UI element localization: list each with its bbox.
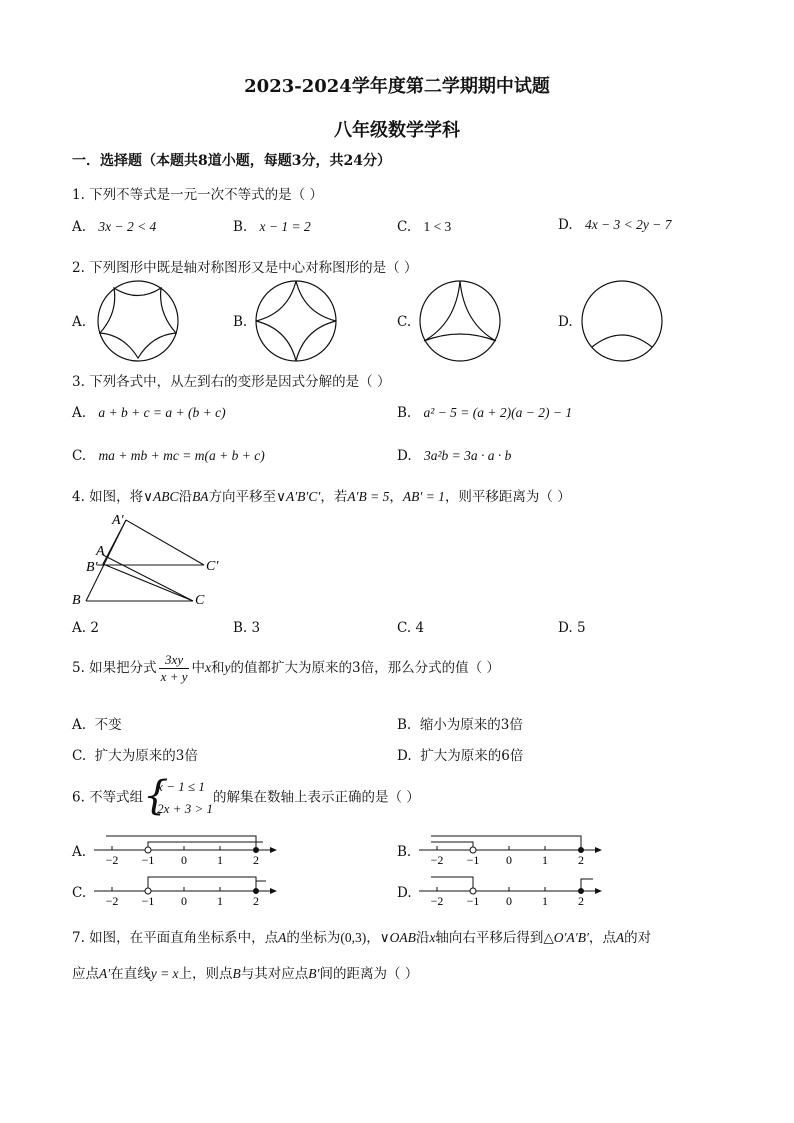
number-line-a — [88, 826, 278, 866]
q1-option-b[interactable]: B. x − 1 = 2 — [233, 219, 311, 235]
svg-text:0: 0 — [181, 853, 187, 866]
figure-curved-square — [252, 279, 340, 363]
q5-option-b[interactable]: B. 缩小为原来的3倍 — [397, 717, 523, 733]
q2-label-d[interactable]: D. — [558, 314, 573, 330]
figure-translated-triangles — [66, 508, 236, 612]
question-5-stem: 5. 如果把分式 $\frac{3xy}{x + y}$ 中x和y的值都扩大为原来的3倍，那么分式的值（ ） — [72, 652, 500, 684]
q2-label-b[interactable]: B. — [233, 314, 248, 330]
svg-text:−2: −2 — [105, 894, 119, 907]
page-subtitle: 八年级数学学科 — [334, 120, 460, 141]
question-4-stem: 4. 如图，将∨ABC沿BA方向平移至∨A′B′C′，若A′B = 5，AB′ = 1，则平移距离为（ ） — [72, 489, 571, 505]
svg-text:0: 0 — [506, 894, 512, 907]
label-a-prime: A′ — [112, 513, 124, 528]
q4-option-c[interactable]: C. 4 — [397, 620, 425, 636]
svg-text:0: 0 — [506, 853, 512, 866]
svg-text:−1: −1 — [466, 853, 480, 866]
svg-text:−1: −1 — [141, 894, 155, 907]
q1-option-d[interactable]: D. 4x − 3 < 2y − 7 — [558, 217, 672, 233]
fraction: $\frac{3xy}{x + y}$ — [160, 652, 188, 684]
svg-text:−1: −1 — [141, 853, 155, 866]
svg-text:1: 1 — [542, 894, 548, 907]
number-line-b — [413, 826, 603, 866]
svg-text:−2: −2 — [430, 894, 444, 907]
question-7-line-2: 应点A′在直线y = x上，则点B与其对应点B′间的距离为（ ） — [72, 966, 419, 982]
q6-label-c[interactable]: C. — [72, 885, 87, 901]
question-6-stem: 6. 不等式组 { x − 1 ≤ 1 2x + 3 > 1 的解集在数轴上表示正确的是（ ） — [72, 773, 420, 819]
svg-text:0: 0 — [181, 894, 187, 907]
label-c: C — [195, 593, 205, 608]
q6-label-b[interactable]: B. — [397, 844, 412, 860]
svg-text:2: 2 — [253, 853, 259, 866]
q3-option-a[interactable]: A. a + b + c = a + (b + c) — [72, 405, 226, 421]
q1-option-a[interactable]: A. 3x − 2 < 4 — [72, 219, 157, 235]
inequality-system: { x − 1 ≤ 1 2x + 3 > 1 — [143, 773, 213, 819]
figure-curved-triangle — [416, 279, 504, 363]
q5-option-c[interactable]: C. 扩大为原来的3倍 — [72, 748, 198, 764]
q5-option-d[interactable]: D. 扩大为原来的6倍 — [397, 748, 524, 764]
svg-text:2: 2 — [578, 853, 584, 866]
question-2-stem: 2. 下列图形中既是轴对称图形又是中心对称图形的是（ ） — [72, 260, 418, 276]
figure-curved-pentagon — [90, 279, 186, 363]
q6-label-a[interactable]: A. — [72, 844, 87, 860]
q4-option-d[interactable]: D. 5 — [558, 620, 586, 636]
section-heading: 一．选择题（本题共8道小题，每题3分，共24分） — [72, 153, 391, 169]
question-3-stem: 3. 下列各式中，从左到右的变形是因式分解的是（ ） — [72, 374, 391, 390]
q2-label-c[interactable]: C. — [397, 314, 412, 330]
label-c-prime: C′ — [206, 559, 219, 574]
q5-option-a[interactable]: A. 不变 — [72, 717, 122, 733]
q4-option-a[interactable]: A. 2 — [72, 620, 99, 636]
svg-text:−2: −2 — [430, 853, 444, 866]
q2-label-a[interactable]: A. — [72, 314, 87, 330]
number-line-c — [88, 867, 278, 907]
q3-option-d[interactable]: D. 3a²b = 3a · a · b — [397, 448, 512, 464]
svg-text:1: 1 — [542, 853, 548, 866]
label-a: A — [96, 544, 105, 559]
q3-option-b[interactable]: B. a² − 5 = (a + 2)(a − 2) − 1 — [397, 405, 573, 421]
q4-option-b[interactable]: B. 3 — [233, 620, 261, 636]
question-1-stem: 1. 下列不等式是一元一次不等式的是（ ） — [72, 187, 323, 203]
svg-text:1: 1 — [217, 894, 223, 907]
svg-text:2: 2 — [578, 894, 584, 907]
svg-text:2: 2 — [253, 894, 259, 907]
svg-text:1: 1 — [217, 853, 223, 866]
svg-text:−2: −2 — [105, 853, 119, 866]
figure-circle-arc — [578, 279, 666, 363]
q1-option-c[interactable]: C. 1 < 3 — [397, 219, 452, 235]
number-line-d — [413, 867, 603, 907]
q6-label-d[interactable]: D. — [397, 885, 412, 901]
q3-option-c[interactable]: C. ma + mb + mc = m(a + b + c) — [72, 448, 265, 464]
label-b: B — [72, 593, 81, 608]
label-b-prime: B′ — [86, 560, 98, 575]
page-title: 2023-2024学年度第二学期期中试题 — [244, 76, 550, 97]
question-7-line-1: 7. 如图，在平面直角坐标系中，点A的坐标为(0,3)，∨OAB沿x轴向右平移后得到△O′A′B′，点A的对 — [72, 930, 652, 946]
svg-text:−1: −1 — [466, 894, 480, 907]
